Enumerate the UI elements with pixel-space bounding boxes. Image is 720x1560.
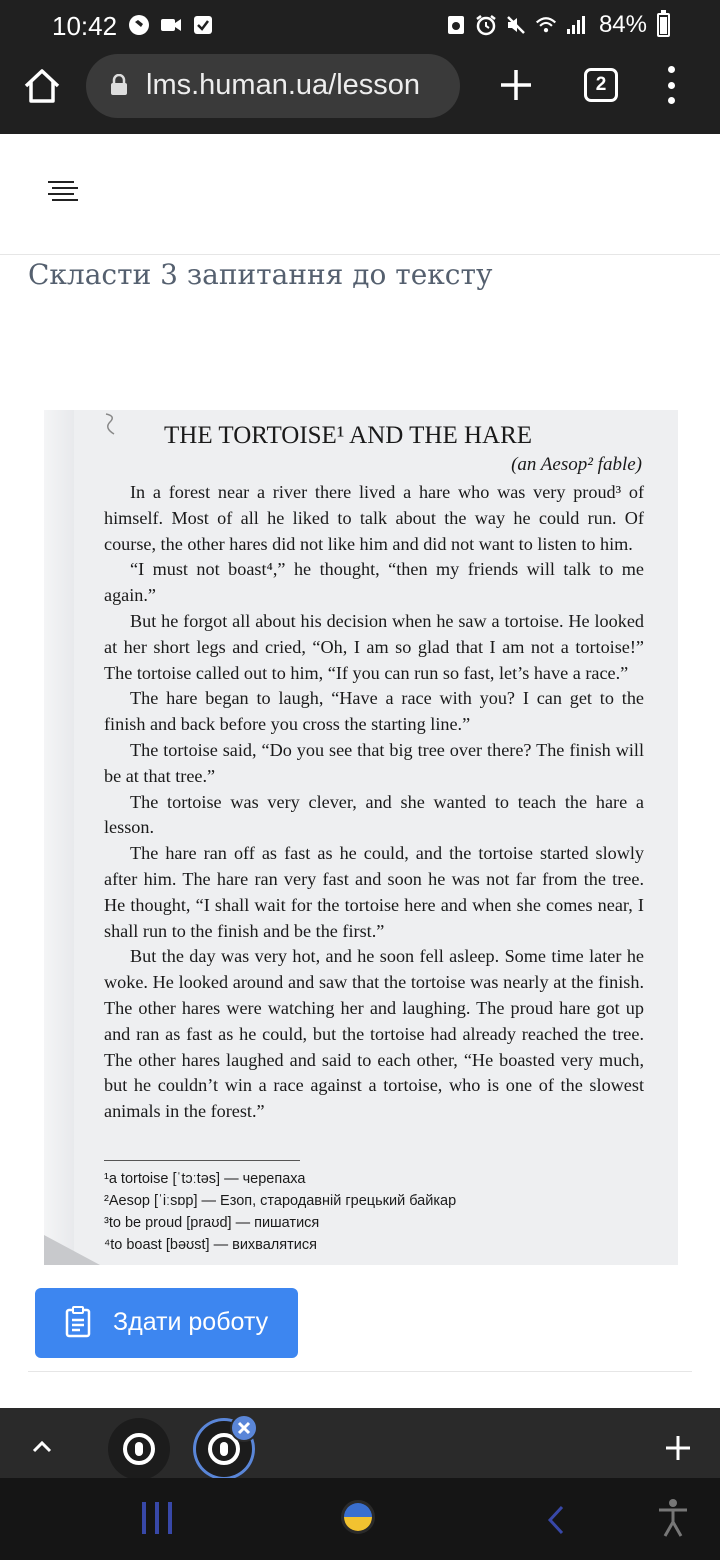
battery-icon bbox=[657, 13, 670, 37]
page-fold-corner bbox=[44, 1235, 100, 1265]
story-title: THE TORTOISE¹ AND THE HARE bbox=[164, 422, 533, 449]
add-bubble-plus-icon[interactable] bbox=[664, 1434, 692, 1462]
menu-lines-icon[interactable] bbox=[44, 180, 78, 206]
footnote: ¹a tortoise [ˈtɔːtəs] — черепаха bbox=[104, 1171, 306, 1187]
home-button-icon[interactable] bbox=[341, 1500, 375, 1534]
page-spine-shadow bbox=[44, 410, 74, 1265]
wifi-icon bbox=[535, 14, 557, 36]
story-paragraph: In a forest near a river there lived a hare who was very proud³ of himself. Most of all he liked to talk about the way he could run. Of course, the other hares did not like him and did not want to listen to him. bbox=[104, 482, 644, 554]
story-paragraph: The tortoise said, “Do you see that big tree over there? The finish will be at that tree.” bbox=[104, 739, 644, 786]
chevron-up-icon[interactable] bbox=[30, 1438, 54, 1454]
system-nav-bar bbox=[0, 1478, 720, 1560]
content-divider bbox=[28, 1371, 692, 1372]
page-header bbox=[0, 134, 720, 255]
accessibility-icon[interactable] bbox=[656, 1498, 690, 1538]
page-title: Скласти 3 запитання до тексту bbox=[28, 258, 493, 291]
back-icon[interactable] bbox=[546, 1504, 566, 1536]
footnote: ⁴to boast [bəʊst] — вихвалятися bbox=[104, 1237, 317, 1253]
footnote: ²Aesop [ˈiːsɒp] — Езоп, стародавній грецький байкар bbox=[104, 1193, 457, 1209]
overflow-menu-icon[interactable] bbox=[664, 66, 678, 104]
signal-icon bbox=[565, 14, 587, 36]
footnote-divider bbox=[104, 1160, 300, 1161]
status-bar bbox=[0, 0, 720, 52]
recent-apps-icon[interactable] bbox=[142, 1502, 172, 1534]
mute-icon bbox=[505, 14, 527, 36]
browser-toolbar bbox=[0, 52, 720, 134]
alarm-icon bbox=[475, 14, 497, 36]
home-icon[interactable] bbox=[20, 64, 64, 108]
url-bar[interactable] bbox=[86, 54, 460, 118]
story-paragraph: But he forgot all about his decision when he saw a tortoise. He looked at her short legs and cried, “Oh, I am so glad that I am not a tortoise!” The tortoise called out to him, “If you can run so fast, let’s have a race.” bbox=[104, 610, 644, 683]
lock-icon bbox=[110, 74, 128, 96]
story-paragraph: The tortoise was very clever, and she wanted to teach the hare a lesson. bbox=[104, 791, 644, 838]
page-mark-icon bbox=[100, 412, 122, 438]
checkbox-icon bbox=[192, 14, 214, 36]
tab-switcher-button[interactable]: 2 bbox=[584, 68, 618, 102]
story-subtitle: (an Aesop² fable) bbox=[511, 454, 642, 475]
url-text: lms.human.ua/lesson bbox=[146, 69, 421, 101]
story-paragraph: “I must not boast⁴,” he thought, “then my friends will talk to me again.” bbox=[104, 559, 644, 606]
footnote: ³to be proud [praʊd] — пишатися bbox=[104, 1215, 320, 1231]
site-bubble[interactable] bbox=[108, 1418, 170, 1480]
scanned-textbook-page bbox=[44, 410, 678, 1265]
battery-percent: 84% bbox=[598, 11, 647, 38]
bottom-browser-bar bbox=[0, 1408, 720, 1478]
submit-work-button[interactable] bbox=[35, 1288, 298, 1358]
story-paragraph: The hare ran off as fast as he could, and the tortoise started slowly after him. The hare ran very fast and soon he was not far from the tree. He thought, “I shall wait for the tortoise here and when she comes near, I shall run to the finish and be the first.” bbox=[104, 843, 644, 941]
submit-work-label: Здати роботу bbox=[113, 1308, 269, 1336]
clipboard-icon bbox=[65, 1306, 91, 1338]
close-icon[interactable] bbox=[230, 1414, 258, 1442]
video-icon bbox=[160, 14, 182, 36]
status-left-icons bbox=[128, 14, 214, 36]
footnotes bbox=[104, 1168, 456, 1256]
status-time: 10:42 bbox=[52, 11, 118, 41]
screenshot-icon bbox=[445, 14, 467, 36]
story-paragraph: The hare began to laugh, “Have a race with you? I can get to the finish and back before you cross the starting line.” bbox=[104, 688, 644, 735]
site-logo-icon bbox=[123, 1433, 155, 1465]
story-paragraph: But the day was very hot, and he soon fell asleep. Some time later he woke. He looked around and saw that the tortoise was nearly at the finish. The other hares were watching her and laughing. The proud hare got up and ran as fast as he could, but the tortoise had already reached the tree. The other hares laughed and said to each other, “He boasted very much, but he couldn’t win a race against a tortoise, who is one of the slowest animals in the forest.” bbox=[104, 946, 644, 1122]
whatsapp-icon bbox=[128, 14, 150, 36]
story-body bbox=[104, 480, 644, 1125]
status-right-icons bbox=[445, 11, 670, 39]
new-tab-plus-icon[interactable] bbox=[497, 66, 535, 104]
